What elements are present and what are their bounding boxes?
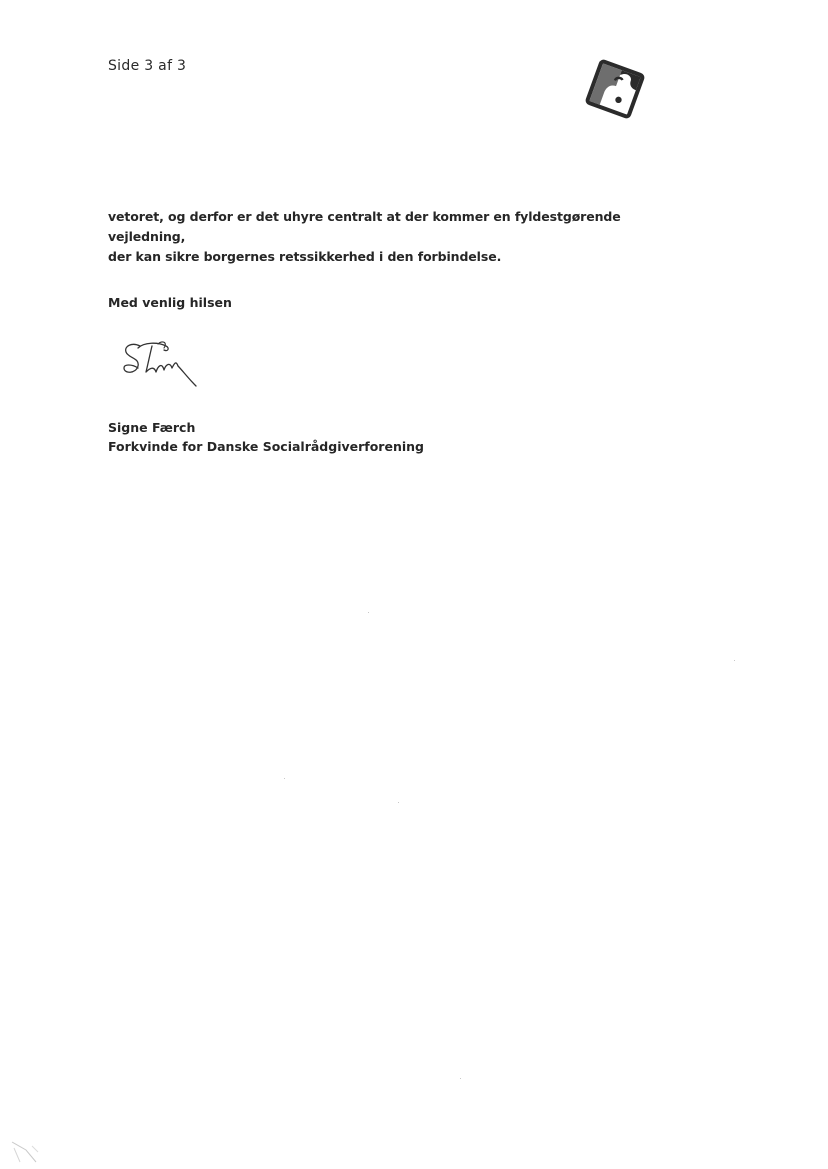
- signer-title: Forkvinde for Danske Socialrådgiverforening: [108, 439, 424, 454]
- organization-logo-icon: [584, 58, 646, 120]
- scan-speck: [460, 1078, 461, 1079]
- scan-artifact-icon: [10, 1138, 40, 1166]
- signer-block: [108, 418, 424, 456]
- letter-body-paragraph: [108, 207, 668, 267]
- handwritten-signature: [118, 338, 214, 394]
- page-number: Side 3 af 3: [108, 58, 187, 74]
- closing-greeting: Med venlig hilsen: [108, 295, 232, 310]
- scan-speck: [368, 612, 369, 613]
- body-line-2: der kan sikre borgernes retssikkerhed i den forbindelse.: [108, 249, 502, 264]
- scan-speck: [284, 778, 285, 779]
- body-line-1: vetoret, og derfor er det uhyre centralt at der kommer en fyldestgørende vejledning,: [108, 209, 621, 244]
- scan-speck: [398, 802, 399, 803]
- scan-speck: [734, 660, 735, 661]
- signer-name: Signe Færch: [108, 420, 196, 435]
